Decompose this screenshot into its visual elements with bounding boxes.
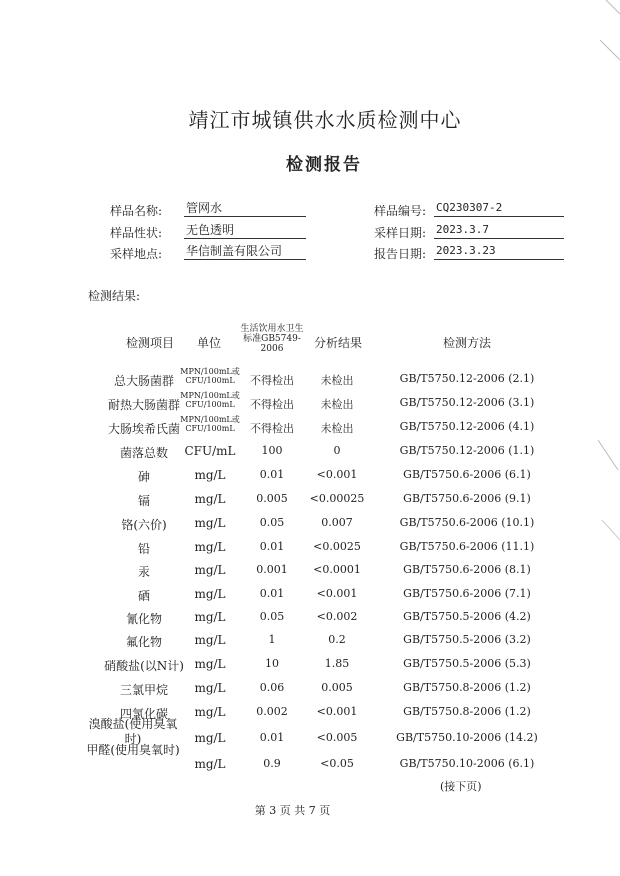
row-standard: 0.01 [259, 587, 285, 600]
report-title: 检测报告 [286, 155, 362, 175]
row-result: 未检出 [320, 422, 354, 435]
scan-edge-marks [596, 0, 620, 876]
row-result: <0.0001 [313, 563, 361, 576]
row-unit: MPN/100mL或CFU/100mL [180, 391, 240, 409]
sample-property-value: 无色透明 [184, 223, 306, 239]
continued-note: (接下页) [440, 780, 482, 793]
row-standard: 100 [261, 444, 283, 457]
row-unit: mg/L [194, 705, 226, 719]
sample-name-label: 样品名称: [109, 204, 162, 218]
row-item: 总大肠菌群 [113, 374, 174, 388]
sample-id-value: CQ230307-2 [434, 201, 564, 217]
row-item: 铬(六价) [121, 518, 167, 532]
row-unit: mg/L [194, 563, 226, 577]
row-standard: 0.05 [259, 516, 285, 529]
sampling-date-value: 2023.3.7 [434, 223, 564, 239]
row-standard: 0.9 [263, 757, 281, 770]
row-standard: 0.01 [259, 540, 285, 553]
row-standard: 不得检出 [250, 374, 294, 387]
report-date-value: 2023.3.23 [434, 244, 564, 260]
row-method: GB/T5750.12-2006 (1.1) [399, 444, 535, 457]
row-standard: 1 [268, 633, 276, 646]
row-method: GB/T5750.6-2006 (7.1) [403, 587, 531, 600]
row-item: 镉 [137, 494, 150, 508]
row-unit: mg/L [194, 681, 226, 695]
header-unit: 单位 [196, 336, 221, 350]
row-standard: 0.01 [259, 468, 285, 481]
row-result: 未检出 [320, 374, 354, 387]
row-method: GB/T5750.6-2006 (9.1) [403, 492, 531, 505]
row-unit: mg/L [194, 540, 226, 554]
row-item: 汞 [137, 565, 150, 579]
row-unit: mg/L [194, 757, 226, 771]
sampling-location-label: 采样地点: [109, 247, 162, 261]
page-footer: 第 3 页 共 7 页 [254, 804, 331, 817]
sample-id-label: 样品编号: [373, 204, 426, 218]
row-standard: 0.001 [256, 563, 288, 576]
row-result: 0.2 [328, 633, 346, 646]
row-standard: 0.01 [259, 731, 285, 744]
row-unit: mg/L [194, 731, 226, 745]
row-method: GB/T5750.8-2006 (1.2) [403, 681, 531, 694]
row-method: GB/T5750.6-2006 (11.1) [399, 540, 535, 553]
row-unit: CFU/mL [184, 444, 236, 458]
row-unit: mg/L [194, 610, 226, 624]
row-standard: 10 [265, 657, 279, 670]
row-item: 四氯化碳 [119, 707, 168, 721]
row-result: <0.001 [316, 587, 358, 600]
sample-name-value: 管网水 [184, 201, 306, 217]
row-method: GB/T5750.6-2006 (10.1) [399, 516, 535, 529]
row-unit: mg/L [194, 587, 226, 601]
row-method: GB/T5750.5-2006 (5.3) [403, 657, 531, 670]
row-item: 甲醛(使用臭氧时) [86, 743, 180, 757]
row-standard: 0.06 [259, 681, 285, 694]
row-result: 1.85 [324, 657, 350, 670]
row-item: 硒 [137, 589, 150, 603]
report-date-label: 报告日期: [373, 247, 426, 261]
row-result: 0.005 [321, 681, 353, 694]
row-method: GB/T5750.10-2006 (6.1) [399, 757, 535, 770]
row-item: 氰化物 [125, 612, 162, 626]
row-unit: mg/L [194, 468, 226, 482]
row-method: GB/T5750.12-2006 (2.1) [399, 372, 535, 385]
header-standard: 生活饮用水卫生标准GB5749-2006 [240, 324, 304, 354]
row-result: <0.05 [320, 757, 354, 770]
row-standard: 0.005 [256, 492, 288, 505]
sampling-date-label: 采样日期: [373, 226, 426, 240]
row-unit: mg/L [194, 516, 226, 530]
header-result: 分析结果 [313, 336, 362, 350]
row-item: 耐热大肠菌群 [107, 398, 180, 412]
row-result: 0 [333, 444, 341, 457]
row-standard: 0.002 [256, 705, 288, 718]
row-unit: mg/L [194, 492, 226, 506]
row-result: <0.0025 [313, 540, 361, 553]
row-item: 溴酸盐(使用臭氧时) [88, 717, 178, 746]
row-method: GB/T5750.8-2006 (1.2) [403, 705, 531, 718]
row-result: 未检出 [320, 398, 354, 411]
header-method: 检测方法 [442, 336, 491, 350]
row-method: GB/T5750.12-2006 (4.1) [399, 420, 535, 433]
row-standard: 不得检出 [250, 398, 294, 411]
row-method: GB/T5750.5-2006 (3.2) [403, 633, 531, 646]
row-item: 三氯甲烷 [119, 683, 168, 697]
row-result: <0.001 [316, 705, 358, 718]
row-item: 硝酸盐(以N计) [104, 659, 184, 673]
row-result: <0.005 [316, 731, 358, 744]
row-item: 铅 [137, 542, 150, 556]
results-label: 检测结果: [88, 289, 141, 303]
row-method: GB/T5750.5-2006 (4.2) [403, 610, 531, 623]
row-method: GB/T5750.12-2006 (3.1) [399, 396, 535, 409]
row-standard: 0.05 [259, 610, 285, 623]
row-method: GB/T5750.10-2006 (14.2) [396, 731, 538, 744]
row-item: 氟化物 [125, 635, 162, 649]
row-item: 砷 [137, 470, 150, 484]
row-result: <0.001 [316, 468, 358, 481]
header-item: 检测项目 [125, 336, 174, 350]
row-result: 0.007 [321, 516, 353, 529]
sample-property-label: 样品性状: [109, 226, 162, 240]
row-method: GB/T5750.6-2006 (6.1) [403, 468, 531, 481]
row-item: 大肠埃希氏菌 [107, 422, 180, 436]
row-standard: 不得检出 [250, 422, 294, 435]
row-result: <0.00025 [309, 492, 365, 505]
row-unit: mg/L [194, 657, 226, 671]
row-unit: MPN/100mL或CFU/100mL [180, 415, 240, 433]
row-item: 菌落总数 [119, 446, 168, 460]
row-unit: MPN/100mL或CFU/100mL [180, 367, 240, 385]
org-title: 靖江市城镇供水水质检测中心 [188, 108, 462, 132]
row-unit: mg/L [194, 633, 226, 647]
row-result: <0.002 [316, 610, 358, 623]
sampling-location-value: 华信制盖有限公司 [184, 244, 306, 260]
row-method: GB/T5750.6-2006 (8.1) [403, 563, 531, 576]
